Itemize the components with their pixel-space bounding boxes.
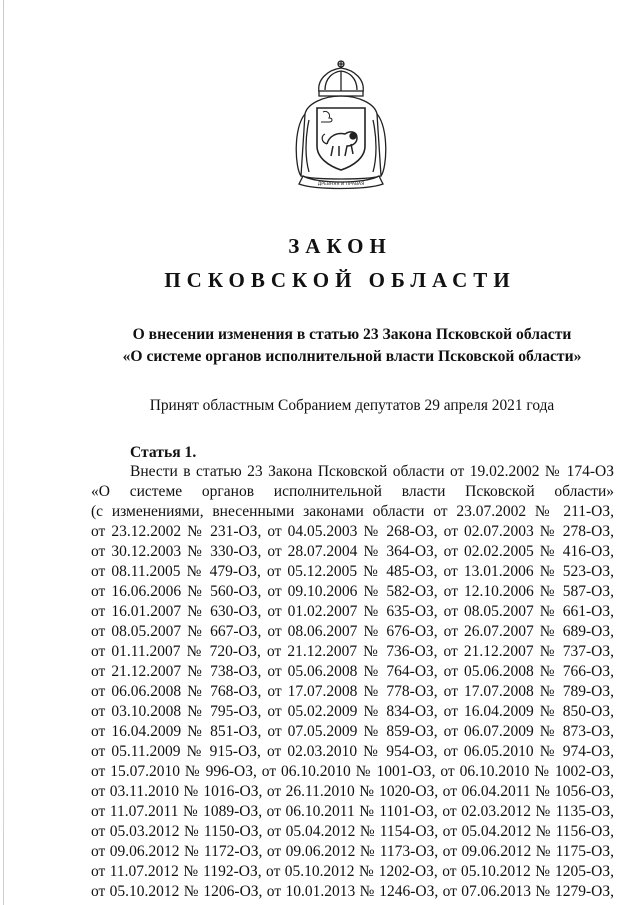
article-body-line: от 21.12.2007 № 738-ОЗ, от 05.06.2008 № 764-ОЗ, от 05.06.2008 № 766-ОЗ,: [91, 663, 614, 680]
article-body-line: от 30.12.2003 № 330-ОЗ, от 28.07.2004 № 364-ОЗ, от 02.02.2005 № 416-ОЗ,: [91, 543, 614, 560]
article-body-line: от 16.01.2007 № 630-ОЗ, от 01.02.2007 № 635-ОЗ, от 08.05.2007 № 661-ОЗ,: [91, 603, 614, 620]
article-body-line: от 03.11.2010 № 1016-ОЗ, от 26.11.2010 № 1020-ОЗ, от 06.04.2011 № 1056-ОЗ,: [91, 783, 614, 800]
article-body-line: от 01.11.2007 № 720-ОЗ, от 21.12.2007 № 736-ОЗ, от 21.12.2007 № 737-ОЗ,: [91, 643, 614, 660]
article-body-line: от 09.06.2012 № 1172-ОЗ, от 09.06.2012 № 1173-ОЗ, от 09.06.2012 № 1175-ОЗ,: [91, 843, 614, 860]
article-body-line: от 05.10.2012 № 1206-ОЗ, от 10.01.2013 № 1246-ОЗ, от 07.06.2013 № 1279-ОЗ,: [91, 883, 614, 900]
article-body-line: от 05.03.2012 № 1150-ОЗ, от 05.04.2012 № 1154-ОЗ, от 05.04.2012 № 1156-ОЗ,: [91, 823, 614, 840]
article-heading: Статья 1.: [130, 444, 197, 461]
subject-line-1: О внесении изменения в статью 23 Закона Псковской области: [132, 326, 572, 343]
article-body: [91, 462, 614, 902]
adoption-note: Принят областным Собранием депутатов 29 апреля 2021 года: [149, 397, 555, 414]
subject-line-2: «О системе органов исполнительной власти Псковской области»: [122, 348, 582, 365]
article-body-line: «О системе органов исполнительной власти Псковской области»: [91, 483, 614, 500]
article-body-line: от 16.04.2009 № 851-ОЗ, от 07.05.2009 № 859-ОЗ, от 06.07.2009 № 873-ОЗ,: [91, 723, 614, 740]
article-body-line: от 08.11.2005 № 479-ОЗ, от 05.12.2005 № 485-ОЗ, от 13.01.2006 № 523-ОЗ,: [91, 563, 614, 580]
article-body-line: от 15.07.2010 № 996-ОЗ, от 06.10.2010 № 1001-ОЗ, от 06.10.2010 № 1002-ОЗ,: [91, 763, 614, 780]
article-body-line: от 11.07.2012 № 1192-ОЗ, от 05.10.2012 № 1202-ОЗ, от 05.10.2012 № 1205-ОЗ,: [91, 863, 614, 880]
article-body-line: от 05.11.2009 № 915-ОЗ, от 02.03.2010 № 954-ОЗ, от 06.05.2010 № 974-ОЗ,: [91, 743, 614, 760]
scan-edge-line: [3, 0, 4, 905]
document-region: ПСКОВСКОЙ ОБЛАСТИ: [164, 268, 516, 292]
coat-of-arms-icon: [287, 58, 395, 192]
article-body-line: от 08.05.2007 № 667-ОЗ, от 08.06.2007 № 676-ОЗ, от 26.07.2007 № 689-ОЗ,: [91, 623, 614, 640]
article-body-line: от 11.07.2011 № 1089-ОЗ, от 06.10.2011 № 1101-ОЗ, от 02.03.2012 № 1135-ОЗ,: [91, 803, 614, 820]
article-body-line: Внести в статью 23 Закона Псковской области от 19.02.2002 № 174-ОЗ: [130, 463, 614, 480]
article-body-line: от 23.12.2002 № 231-ОЗ, от 04.05.2003 № 268-ОЗ, от 02.07.2003 № 278-ОЗ,: [91, 523, 614, 540]
article-body-line: от 16.06.2006 № 560-ОЗ, от 09.10.2006 № 582-ОЗ, от 12.10.2006 № 587-ОЗ,: [91, 583, 614, 600]
article-body-line: от 03.10.2008 № 795-ОЗ, от 05.02.2009 № 834-ОЗ, от 16.04.2009 № 850-ОЗ,: [91, 703, 614, 720]
svg-text:ДРЕВНЯЯ И ПРАВАЯ: ДРЕВНЯЯ И ПРАВАЯ: [317, 182, 365, 187]
document-title: ЗАКОН: [288, 234, 392, 258]
article-body-line: (с изменениями, внесенными законами области от 23.07.2002 № 211-ОЗ,: [91, 503, 614, 520]
article-body-line: от 06.06.2008 № 768-ОЗ, от 17.07.2008 № 778-ОЗ, от 17.07.2008 № 789-ОЗ,: [91, 683, 614, 700]
